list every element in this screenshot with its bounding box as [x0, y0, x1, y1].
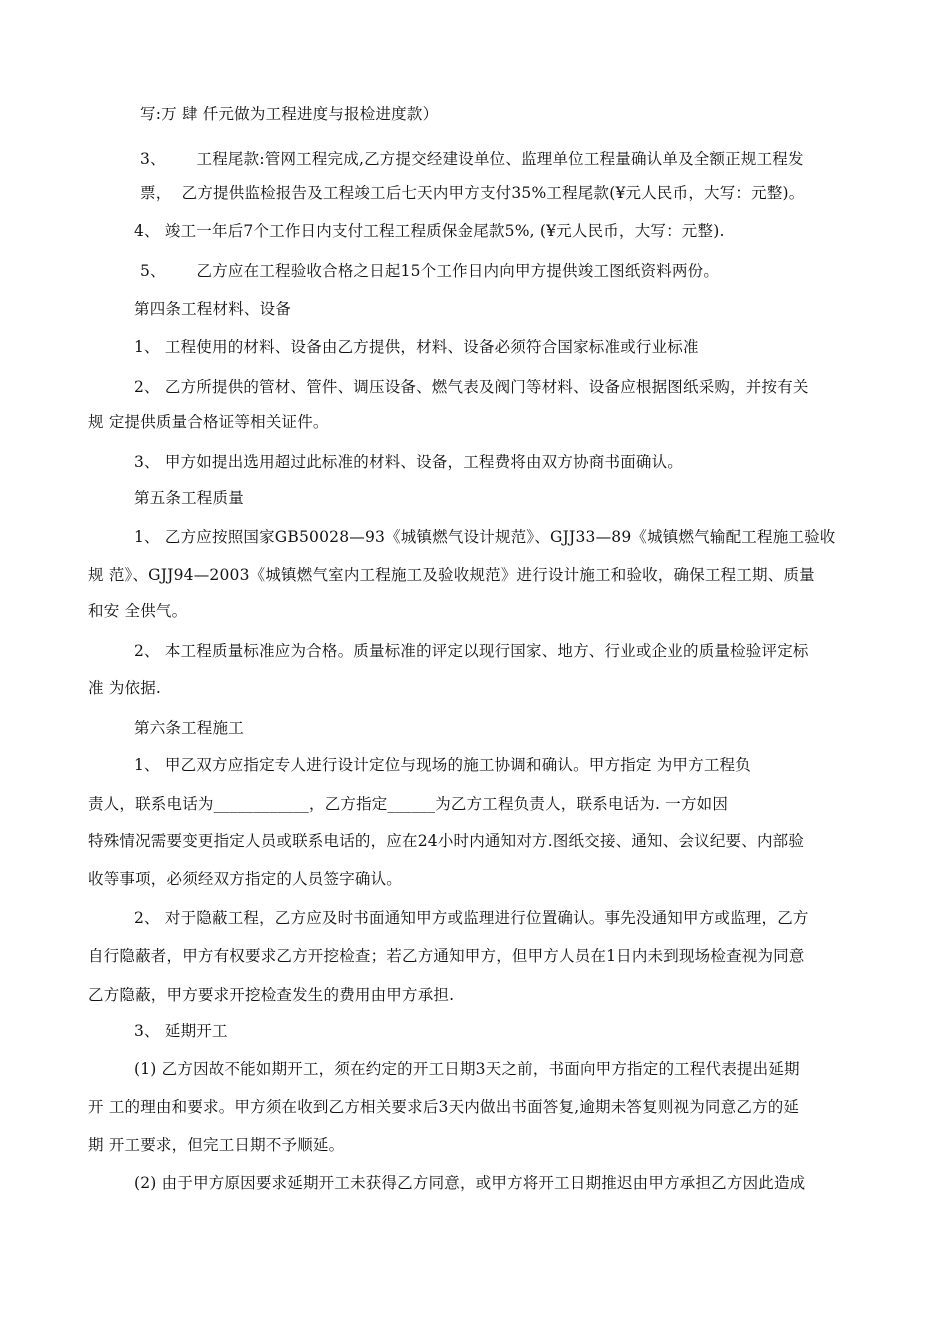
- text-line: 1、 乙方应按照国家GB50028—93《城镇燃气设计规范》、GJJ33—89《城镇燃气输配工程施工验收: [134, 528, 836, 546]
- text-line: 票， 乙方提供监检报告及工程竣工后七天内甲方支付35%工程尾款(¥元人民币，大写：元整)。: [140, 184, 805, 202]
- text-line: 收等事项，必须经双方指定的人员签字确认。: [88, 870, 403, 888]
- text-line: 开 工的理由和要求。甲方须在收到乙方相关要求后3天内做出书面答复,逾期未答复则视为同意乙方的延: [88, 1098, 800, 1116]
- text-line: (2) 由于甲方原因要求延期开工未获得乙方同意，或甲方将开工日期推迟由甲方承担乙方因此造成: [134, 1174, 806, 1192]
- section-heading: 第四条工程材料、设备: [134, 300, 292, 318]
- text-line: 特殊情况需要变更指定人员或联系电话的，应在24小时内通知对方.图纸交接、通知、会议纪要、内部验: [88, 832, 805, 850]
- text-line: 3、 甲方如提出选用超过此标准的材料、设备，工程费将由双方协商书面确认。: [134, 453, 683, 471]
- text-line: (1) 乙方因故不能如期开工，须在约定的开工日期3天之前，书面向甲方指定的工程代表提出延期: [134, 1060, 800, 1078]
- text-line: 准 为依据.: [88, 679, 162, 697]
- section-heading: 3、 延期开工: [134, 1022, 228, 1040]
- text-line: 写:万 肆 仟元做为工程进度与报检进度款）: [140, 105, 439, 123]
- text-line: 5、 乙方应在工程验收合格之日起15个工作日内向甲方提供竣工图纸资料两份。: [140, 262, 720, 280]
- text-line: 期 开工要求，但完工日期不予顺延。: [88, 1136, 345, 1154]
- text-line: 规 定提供质量合格证等相关证件。: [88, 413, 329, 431]
- text-line: 2、 本工程质量标准应为合格。质量标准的评定以现行国家、地方、行业或企业的质量检验评定标: [134, 642, 809, 660]
- text-line: 4、 竣工一年后7个工作日内支付工程工程质保金尾款5%, (¥元人民币，大写：元整).: [134, 222, 725, 240]
- text-line: 3、 工程尾款:管网工程完成,乙方提交经建设单位、监理单位工程量确认单及全额正规工程发: [140, 150, 804, 168]
- text-line: 乙方隐蔽，甲方要求开挖检查发生的费用由甲方承担.: [88, 986, 455, 1004]
- text-line: 1、 工程使用的材料、设备由乙方提供，材料、设备必须符合国家标准或行业标准: [134, 338, 699, 356]
- text-line: 责人，联系电话为____________，乙方指定______为乙方工程负责人，联系电话为. 一方如因: [88, 795, 729, 813]
- text-line: 自行隐蔽者，甲方有权要求乙方开挖检查；若乙方通知甲方，但甲方人员在1日内未到现场检查视为同意: [88, 947, 805, 965]
- text-line: 和安 全供气。: [88, 602, 188, 620]
- text-line: 2、 对于隐蔽工程，乙方应及时书面通知甲方或监理进行位置确认。事先没通知甲方或监理，乙方: [134, 909, 809, 927]
- text-line: 规 范》、GJJ94—2003《城镇燃气室内工程施工及验收规范》进行设计施工和验收，确保工程工期、质量: [88, 566, 815, 584]
- text-line: 1、 甲乙双方应指定专人进行设计定位与现场的施工协调和确认。甲方指定 为甲方工程负: [134, 756, 751, 774]
- section-heading: 第五条工程质量: [134, 489, 244, 507]
- section-heading: 第六条工程施工: [134, 719, 244, 737]
- text-line: 2、 乙方所提供的管材、管件、调压设备、燃气表及阀门等材料、设备应根据图纸采购，并按有关: [134, 378, 809, 396]
